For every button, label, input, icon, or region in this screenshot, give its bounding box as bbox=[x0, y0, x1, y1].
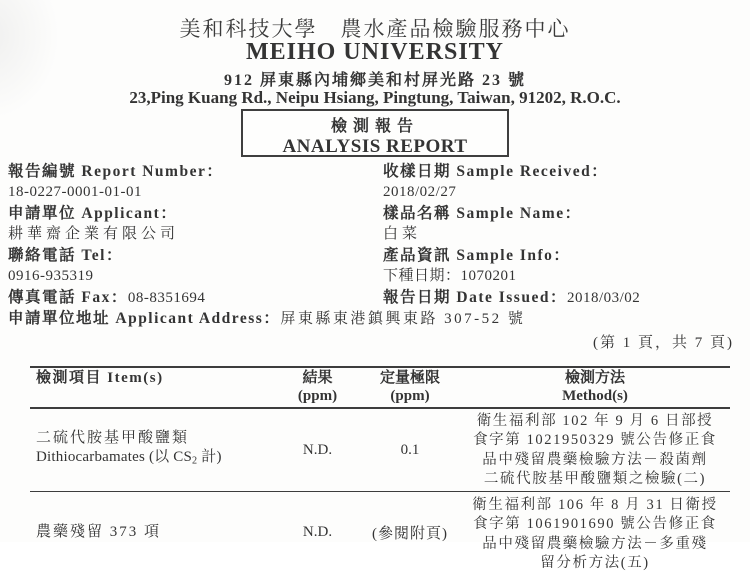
col-header-item: 檢測項目 Item(s) bbox=[36, 370, 164, 386]
report-title-en: ANALYSIS REPORT bbox=[282, 136, 468, 157]
sample-name-value: 白菜 bbox=[383, 226, 422, 242]
table-header-row bbox=[30, 366, 730, 409]
date-issued-label: 報告日期 Date Issued： bbox=[383, 289, 567, 306]
table-row bbox=[30, 409, 730, 492]
method-line: 品中殘留農藥檢驗方法－多重殘 bbox=[482, 535, 708, 552]
col-header-loq-unit: (ppm) bbox=[390, 388, 430, 404]
sample-info-label: 產品資訊 Sample Info： bbox=[383, 247, 571, 264]
col-header-method-zh: 檢測方法 bbox=[564, 370, 625, 386]
university-title-zh: 美和科技大學 農水產品檢驗服務中心 bbox=[179, 17, 571, 41]
item-name-en bbox=[36, 448, 275, 471]
col-header-loq bbox=[360, 369, 460, 405]
report-number-value: 18-0227-0001-01-01 bbox=[8, 184, 142, 200]
info-right-column bbox=[383, 161, 745, 309]
university-title-en: MEIHO UNIVERSITY bbox=[245, 39, 505, 65]
method-cell bbox=[460, 409, 730, 491]
item-cell bbox=[30, 409, 275, 491]
col-header-loq-zh: 定量極限 bbox=[379, 370, 440, 386]
method-line: 二硫代胺基甲酸鹽類之檢驗(二) bbox=[483, 470, 707, 487]
item-en-pre: Dithiocarbamates (以 CS bbox=[36, 449, 193, 466]
item-en-post: 計) bbox=[197, 449, 222, 466]
item-name-zh: 農藥殘留 373 項 bbox=[36, 524, 162, 541]
university-address-en: 23,Ping Kuang Rd., Neipu Hsiang, Pingtung, Taiwan, 91202, R.O.C. bbox=[129, 88, 621, 107]
fax-label: 傳真電話 Fax： bbox=[8, 289, 128, 306]
date-issued-value: 2018/03/02 bbox=[566, 290, 641, 306]
report-title-box bbox=[241, 109, 509, 157]
item-en-subscript: 2 bbox=[192, 455, 198, 467]
col-header-result-zh: 結果 bbox=[302, 370, 333, 386]
sample-name-label: 樣品名稱 Sample Name： bbox=[383, 205, 582, 222]
method-cell bbox=[460, 492, 730, 573]
page-number: (第 1 頁，共 7 頁) bbox=[593, 335, 734, 351]
item-cell bbox=[30, 492, 275, 573]
results-table bbox=[30, 366, 730, 573]
applicant-address-line bbox=[8, 306, 525, 328]
loq-cell: 0.1 bbox=[400, 441, 420, 458]
method-line: 食字第 1021950329 號公告修正食 bbox=[473, 432, 717, 449]
sample-received-value: 2018/02/27 bbox=[383, 184, 457, 200]
method-line: 衛生福利部 102 年 9 月 6 日部授 bbox=[476, 413, 714, 429]
report-number-label: 報告編號 Report Number： bbox=[8, 163, 224, 180]
university-address-zh: 912 屏東縣內埔鄉美和村屏光路 23 號 bbox=[223, 72, 526, 89]
col-header-method-en: Method(s) bbox=[562, 388, 628, 404]
info-left-column bbox=[8, 161, 378, 309]
col-header-method bbox=[460, 369, 730, 405]
loq-cell: (參閱附頁) bbox=[372, 526, 448, 543]
fax-value: 08-8351694 bbox=[127, 290, 206, 306]
result-cell: N.D. bbox=[302, 441, 333, 458]
applicant-address-value: 屏東縣東港鎮興東路 307-52 號 bbox=[280, 311, 526, 327]
table-row bbox=[30, 492, 730, 573]
method-line: 留分析方法(五) bbox=[540, 555, 650, 572]
tel-value: 0916-935319 bbox=[8, 268, 94, 284]
item-name-zh: 二硫代胺基甲酸鹽類 bbox=[36, 430, 190, 447]
applicant-address-label: 申請單位地址 Applicant Address： bbox=[8, 310, 281, 327]
sample-received-label: 收樣日期 Sample Received： bbox=[383, 163, 609, 180]
sample-info-value: 下種日期：1070201 bbox=[383, 268, 517, 284]
applicant-value: 耕華齋企業有限公司 bbox=[8, 226, 180, 242]
result-cell: N.D. bbox=[302, 524, 333, 541]
col-header-result bbox=[275, 369, 360, 405]
applicant-label: 申請單位 Applicant： bbox=[8, 205, 178, 222]
method-line: 食字第 1061901690 號公告修正食 bbox=[473, 516, 717, 533]
method-line: 衛生福利部 106 年 8 月 31 日衛授 bbox=[472, 497, 718, 514]
tel-label: 聯絡電話 Tel： bbox=[8, 247, 123, 264]
col-header-result-unit: (ppm) bbox=[297, 388, 338, 404]
report-title-zh: 檢測報告 bbox=[330, 118, 419, 135]
method-line: 品中殘留農藥檢驗方法－殺菌劑 bbox=[482, 451, 708, 468]
